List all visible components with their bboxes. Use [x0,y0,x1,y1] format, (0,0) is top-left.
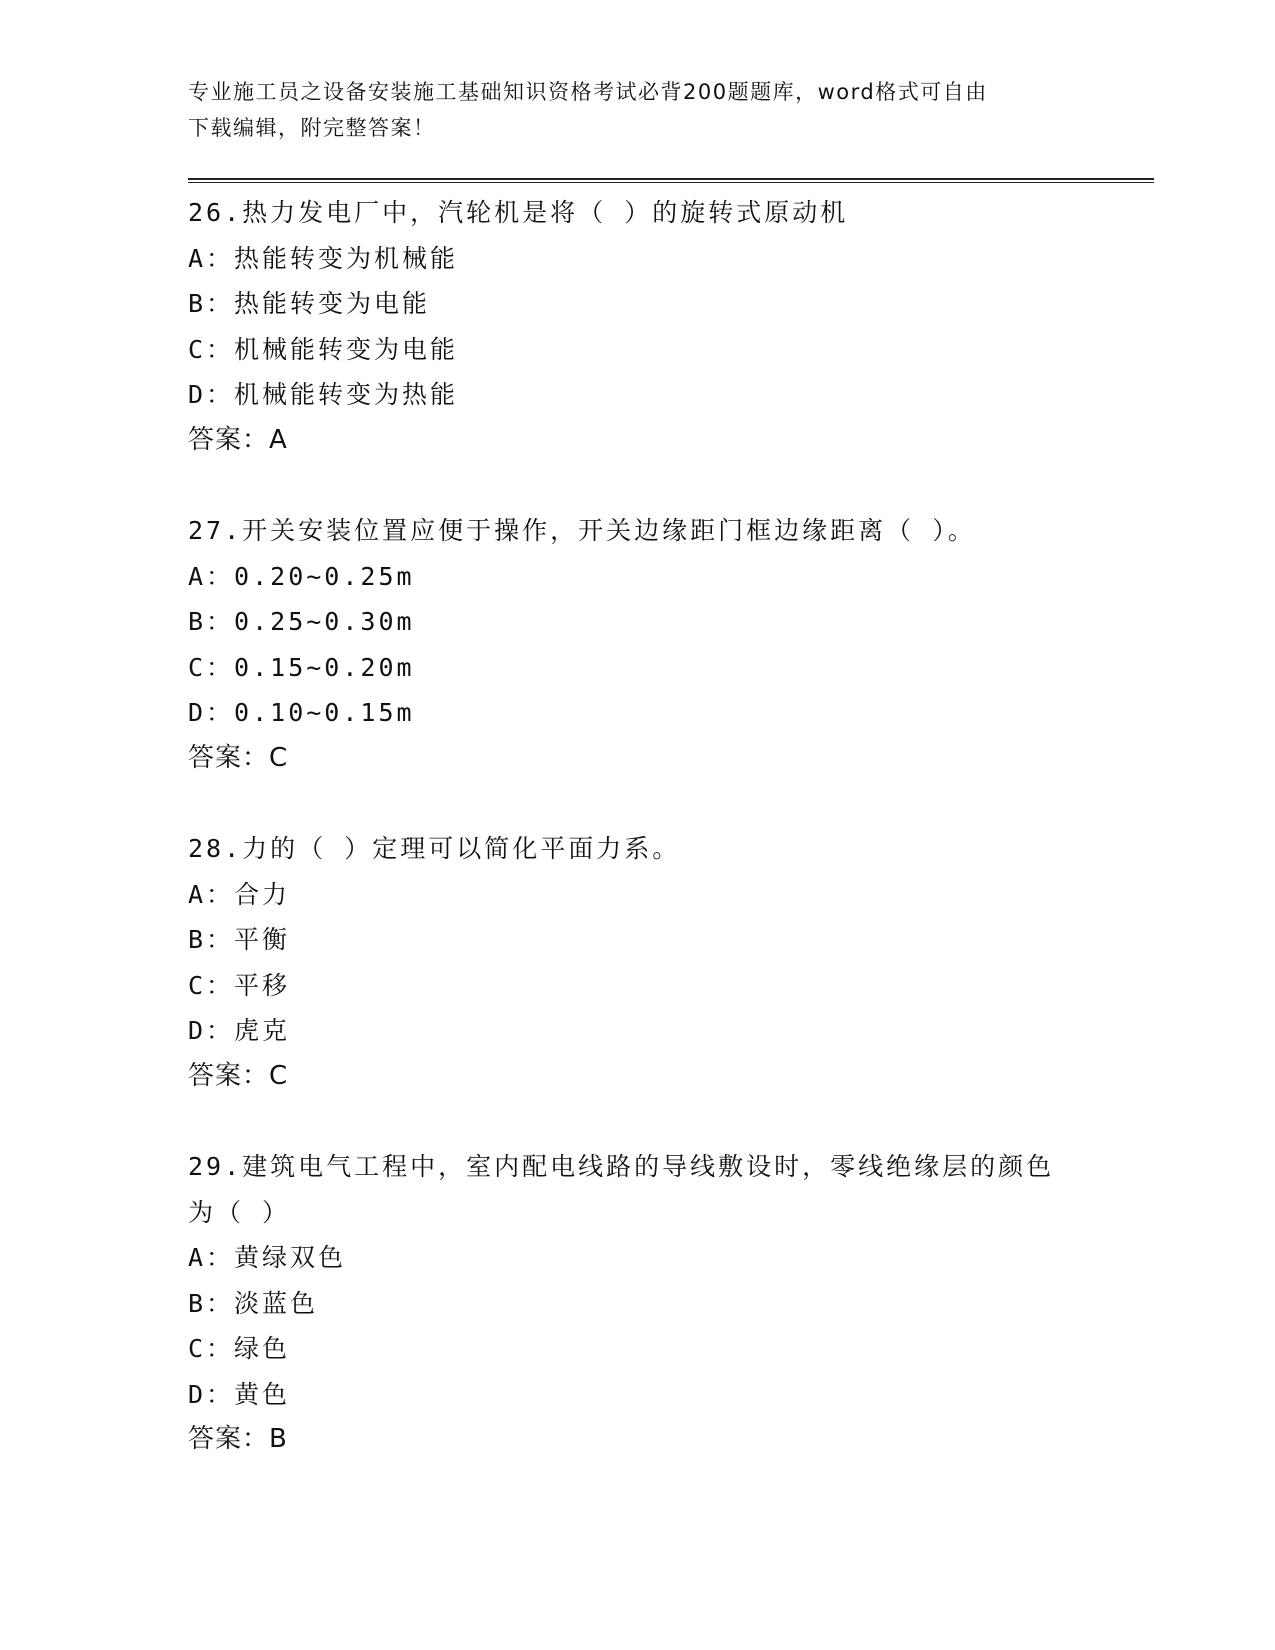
option-c: C：0.15~0.20m [188,652,415,682]
option-d: D：机械能转变为热能 [188,380,459,409]
option-b: B：热能转变为电能 [188,289,431,318]
question-stem-line: 27.开关安装位置应便于操作，开关边缘距门框边缘距离（ ）。 [188,516,976,545]
answer-line: 答案：C [188,742,289,773]
question-stem [188,1144,1088,1235]
answer-line: 答案：A [188,424,288,455]
option-c: C：绿色 [188,1334,291,1363]
option-b: B：0.25~0.30m [188,607,415,636]
question-stem-line: 29.建筑电气工程中，室内配电线路的导线敷设时，零线绝缘层的颜色 [188,1152,1055,1181]
option-d: D：虎克 [188,1016,291,1045]
option-a: A：黄绿双色 [188,1243,347,1272]
question-stem-line: 26.热力发电厂中，汽轮机是将（ ）的旋转式原动机 [188,198,849,227]
option-d: D：0.10~0.15m [188,698,415,727]
option-c: C：机械能转变为电能 [188,334,459,364]
question-stem [188,508,1088,554]
question-stem-line: 为（ ） [188,1197,291,1227]
question-29 [188,1144,1088,1463]
question-stem-line: 28.力的（ ）定理可以简化平面力系。 [188,834,681,863]
question-28 [188,826,1088,1099]
option-d: D：黄色 [188,1379,291,1409]
header-divider [188,178,1154,183]
question-stem [188,190,1088,236]
option-a: A：0.20~0.25m [188,561,415,591]
header-line-2: 下载编辑，附完整答案！ [188,116,436,140]
option-b: B：淡蓝色 [188,1288,319,1318]
answer-line: 答案：C [188,1060,289,1091]
answer-line: 答案：B [188,1424,288,1454]
question-list [188,190,1088,1508]
question-stem [188,826,1088,872]
option-b: B：平衡 [188,925,291,954]
option-c: C：平移 [188,970,291,1000]
question-26 [188,190,1088,463]
question-27 [188,508,1088,781]
option-a: A：热能转变为机械能 [188,243,459,273]
option-a: A：合力 [188,879,291,909]
document-header [188,74,1068,146]
header-line-1: 专业施工员之设备安装施工基础知识资格考试必背200题题库，word格式可自由 [188,80,988,104]
